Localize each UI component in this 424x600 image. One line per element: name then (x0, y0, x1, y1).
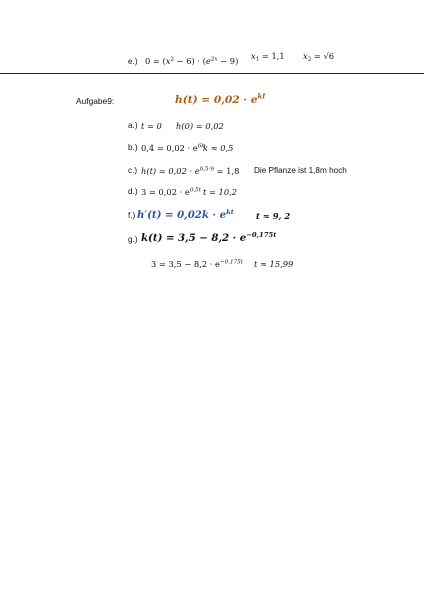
item-g-eq2: $3 = 3,5 - 8,2 \cdot e^{-0,175t}$ (151, 259, 243, 269)
item-a-eq2: h(0) = 0,02 (176, 121, 224, 131)
item-d-eq: $3 = 0,02 \cdot e^{0,5t}$ (141, 187, 201, 197)
item-b-label: b.) (128, 143, 138, 152)
item-e-equation: $0 = (x^2 - 6) \cdot (e^{2x} - 9)$ (145, 56, 239, 66)
item-e-label: e.) (128, 57, 138, 66)
item-f-result: t ≈ 9, 2 (256, 211, 291, 221)
item-e-row (128, 51, 238, 69)
item-c-eq: $h(t) = 0,02 \cdot e^{0,5\cdot 9} = 1,8$ (141, 166, 240, 176)
item-b-eq: $0,4 = 0,02 \cdot e^{6k}$ (141, 143, 205, 153)
task-title: Aufgabe9: (76, 96, 115, 106)
item-g-label: g.) (128, 235, 138, 244)
item-f-eq: $h'(t) = 0,02k \cdot e^{kt}$ (137, 207, 234, 221)
item-c-label: c.) (128, 166, 138, 175)
item-e-x1: $x_1 = 1,1$ (251, 51, 285, 63)
item-g-eq: $k(t) = 3,5 - 8,2 \cdot e^{-0,175t}$ (141, 230, 277, 244)
item-a-label: a.) (128, 121, 138, 130)
horizontal-divider (0, 73, 424, 74)
task-headline: $h(t) = 0,02 \cdot e^{kt}$ (175, 91, 266, 106)
item-b-result: k ≈ 0,5 (203, 143, 234, 153)
item-d-label: d.) (128, 187, 138, 196)
item-a-eq1: t = 0 (141, 121, 162, 131)
item-d-result: t = 10,2 (203, 187, 238, 197)
item-g-result: t ≈ 15,99 (254, 259, 294, 269)
item-f-label: f.) (128, 211, 136, 220)
item-e-x2: $x_2 = √6$ (303, 51, 335, 63)
item-c-note: Die Pflanze ist 1,8m hoch (254, 166, 347, 175)
